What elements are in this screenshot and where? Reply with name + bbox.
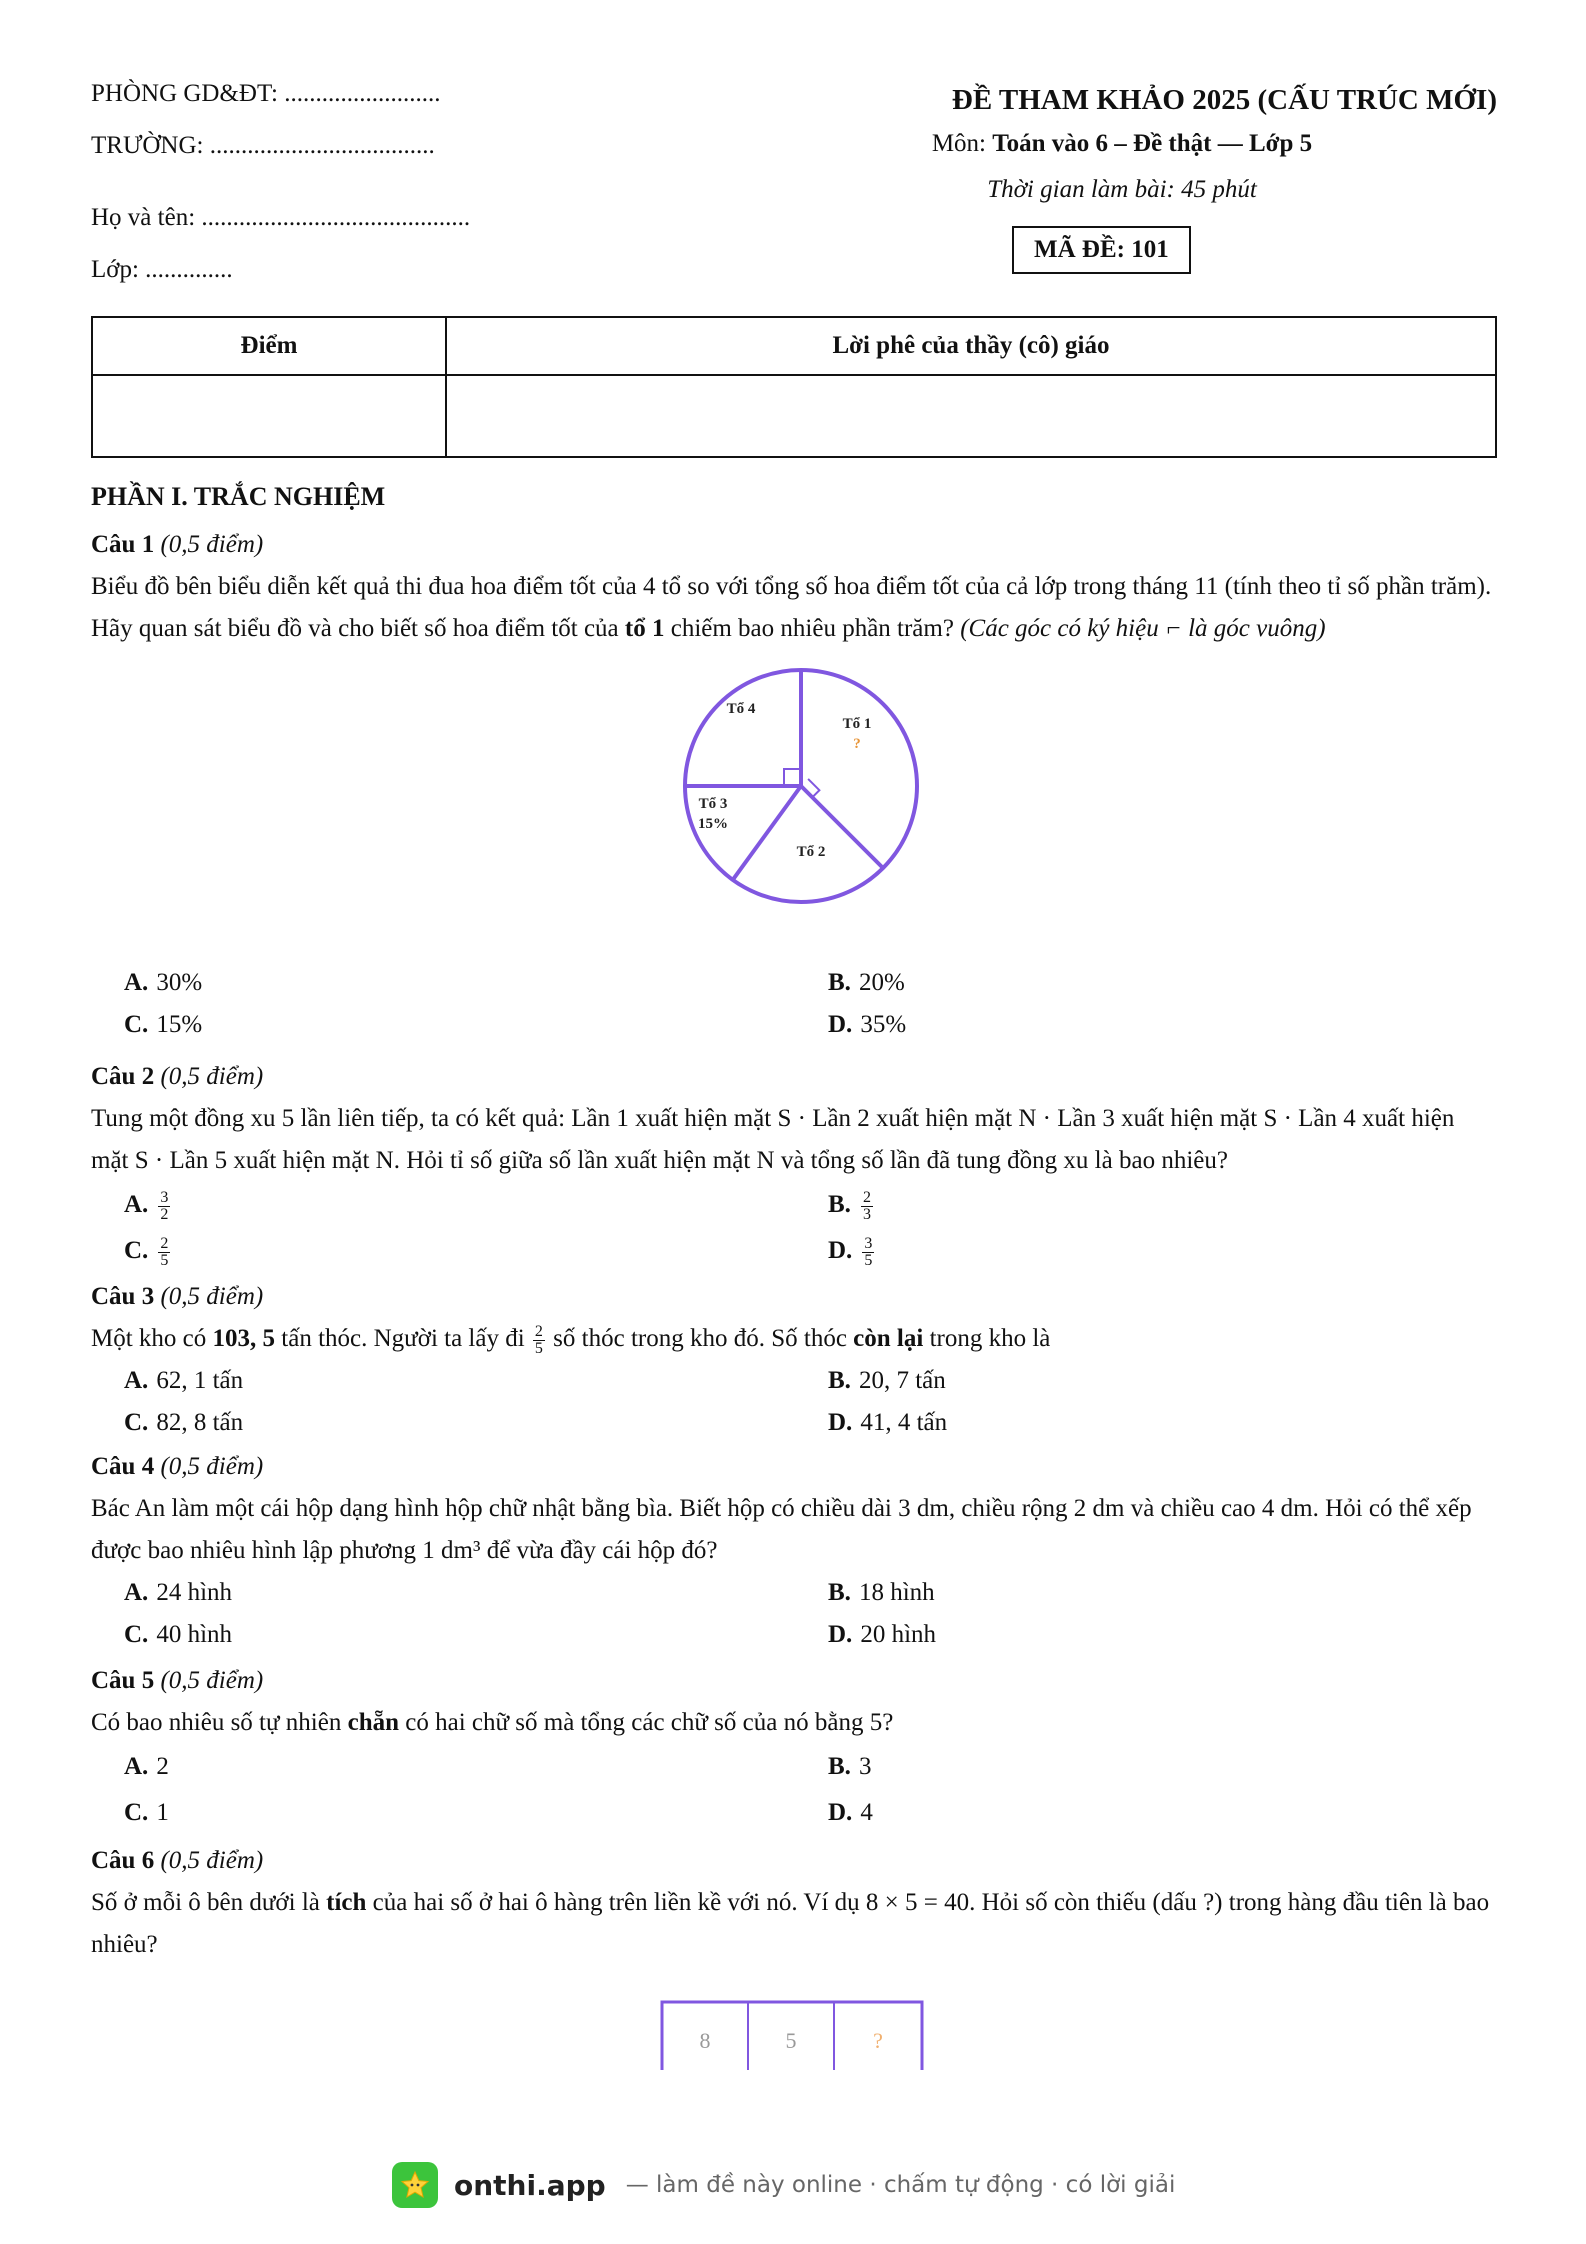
option-key: C.	[124, 1621, 149, 1648]
q1-option-c[interactable]	[124, 1004, 828, 1046]
subject-label: Môn:	[931, 130, 986, 157]
question-5-heading	[91, 1660, 1497, 1702]
question-4-heading	[91, 1446, 1497, 1488]
product-grid	[660, 2000, 924, 2070]
q4-option-c[interactable]	[124, 1614, 828, 1656]
question-4-options	[91, 1572, 1497, 1656]
q3-option-c[interactable]	[124, 1402, 828, 1444]
question-3-points: (0,5 điểm)	[160, 1283, 264, 1310]
star-logo-icon	[392, 2162, 438, 2208]
question-3-text-c: số thóc trong kho đó. Số thóc	[546, 1325, 854, 1352]
question-3-text-a: Một kho có	[91, 1325, 213, 1352]
option-value: 1	[156, 1799, 169, 1826]
subject-line	[797, 130, 1447, 158]
question-6-text-a: Số ở mỗi ô bên dưới là	[91, 1889, 327, 1916]
pie-divider-bottom	[733, 786, 801, 880]
label-to-4: Tổ 4	[726, 701, 756, 717]
question-6-text-b: của hai số ở hai ô hàng trên liền kề với nó. Ví dụ 8 × 5 = 40. Hỏi số còn thiếu (dấu ?) trong hàng đầu tiên là bao nhiêu?	[91, 1889, 1490, 1958]
question-3-text-bold: còn lại	[853, 1325, 924, 1352]
promo-footer	[0, 2146, 1586, 2244]
option-key: C.	[124, 1409, 149, 1436]
section-title: PHẦN I. TRẮC NGHIỆM	[91, 482, 386, 511]
label-to-3-value: 15%	[698, 816, 728, 832]
fraction	[158, 1236, 170, 1269]
option-value: 2	[156, 1753, 169, 1780]
option-key: D.	[828, 1409, 853, 1436]
pie-chart	[671, 656, 931, 916]
question-1-note: (Các góc có ký hiệu ⌐ là góc vuông)	[960, 615, 1326, 642]
question-2-options	[91, 1182, 1497, 1274]
numerator: 2	[160, 1234, 169, 1252]
q3-option-d[interactable]	[828, 1402, 1528, 1444]
question-6-points: (0,5 điểm)	[160, 1847, 264, 1874]
fraction	[862, 1236, 874, 1269]
student-name-line: Họ và tên: ...........................................	[91, 204, 471, 231]
q1-option-d[interactable]	[828, 1004, 1528, 1046]
product-grid-container	[91, 1966, 1497, 2053]
q3-option-b[interactable]	[828, 1360, 1528, 1402]
question-5-options	[91, 1744, 1497, 1836]
duration: Thời gian làm bài: 45 phút	[987, 176, 1257, 203]
label-to-1-value: ?	[853, 736, 861, 752]
question-3-amount: 103, 5	[212, 1325, 276, 1352]
q2-option-a[interactable]	[124, 1182, 828, 1228]
comment-cell[interactable]	[446, 375, 1496, 457]
q1-option-a[interactable]	[124, 962, 828, 1004]
question-4-points: (0,5 điểm)	[160, 1453, 264, 1480]
q2-option-d[interactable]	[828, 1228, 1528, 1274]
option-value: 41, 4 tấn	[860, 1409, 948, 1436]
option-key: C.	[124, 1011, 149, 1038]
right-angle-mark-tổ-4	[784, 769, 801, 786]
question-5-text	[91, 1702, 1497, 1744]
promo-bar[interactable]	[392, 2162, 1175, 2208]
numerator: 2	[862, 1188, 871, 1206]
exam-title: ĐỀ THAM KHẢO 2025 (CẤU TRÚC MỚI)	[951, 84, 1497, 116]
exam-page	[91, 0, 1497, 2244]
question-2-text: Tung một đồng xu 5 lần liên tiếp, ta có kết quả: Lần 1 xuất hiện mặt S · Lần 2 xuất hiện mặt N · Lần 3 xuất hiện mặt S · Lần 4 xuất hiện mặt S · Lần 5 xuất hiện mặt N. Hỏi tỉ số giữa số lần xuất hiện mặt N và tổng số lần đã tung đồng xu là bao nhiêu?	[91, 1105, 1455, 1174]
question-1-text-b: chiếm bao nhiêu phần trăm?	[664, 615, 961, 642]
comment-header: Lời phê của thầy (cô) giáo	[446, 317, 1496, 375]
grid-cell-1: 8	[699, 2028, 711, 2053]
question-5-points: (0,5 điểm)	[160, 1667, 264, 1694]
denominator: 5	[160, 1251, 169, 1269]
question-3-text-b: tấn thóc. Người ta lấy đi	[275, 1325, 531, 1352]
option-key: D.	[828, 1237, 853, 1264]
numerator: 3	[160, 1188, 169, 1206]
question-3-text	[91, 1318, 1497, 1360]
question-5-text-a: Có bao nhiêu số tự nhiên	[91, 1709, 348, 1736]
question-1-text	[91, 566, 1497, 650]
question-3-options	[91, 1360, 1497, 1444]
question-5-text-bold: chẵn	[347, 1709, 399, 1736]
denominator: 3	[862, 1205, 871, 1223]
q4-option-b[interactable]	[828, 1572, 1528, 1614]
option-key: B.	[828, 969, 851, 996]
option-value: 4	[860, 1799, 873, 1826]
numerator: 2	[534, 1322, 543, 1340]
score-header: Điểm	[92, 317, 446, 375]
option-value: 18 hình	[858, 1579, 935, 1606]
label-to-2: Tổ 2	[796, 844, 826, 860]
option-key: B.	[828, 1191, 851, 1218]
exam-code-box: MÃ ĐỀ: 101	[1012, 226, 1191, 274]
question-2-label: Câu 2	[91, 1063, 155, 1090]
star-icon	[400, 2170, 430, 2200]
question-6-text-bold: tích	[326, 1889, 367, 1916]
pie-chart-container	[91, 650, 1497, 962]
option-value: 35%	[860, 1011, 907, 1038]
class-line: Lớp: ..............	[91, 256, 233, 283]
option-key: D.	[828, 1011, 853, 1038]
numerator: 3	[864, 1234, 873, 1252]
q1-option-b[interactable]	[828, 962, 1528, 1004]
question-4-label: Câu 4	[91, 1453, 155, 1480]
option-value: 3	[858, 1753, 872, 1780]
option-value: 20, 7 tấn	[858, 1367, 946, 1394]
option-key: A.	[124, 1579, 149, 1606]
question-6-label: Câu 6	[91, 1847, 155, 1874]
q5-option-c[interactable]	[124, 1790, 828, 1836]
option-key: C.	[124, 1237, 149, 1264]
option-key: A.	[124, 1367, 149, 1394]
q5-option-b[interactable]	[828, 1744, 1528, 1790]
question-1-text-a: Biểu đồ bên biểu diễn kết quả thi đua hoa điểm tốt của 4 tổ so với tổng số hoa điểm tốt của cả lớp trong tháng 11 (tính theo tỉ số phần trăm). Hãy quan sát biểu đồ và cho biết số hoa điểm tốt của	[91, 573, 1492, 642]
fraction	[861, 1190, 873, 1223]
q4-option-a[interactable]	[124, 1572, 828, 1614]
question-6-heading	[91, 1840, 1497, 1882]
option-key: C.	[124, 1799, 149, 1826]
exam-content	[91, 476, 1497, 2053]
q5-option-a[interactable]	[124, 1744, 828, 1790]
question-5-label: Câu 5	[91, 1667, 155, 1694]
question-4-text: Bác An làm một cái hộp dạng hình hộp chữ nhật bằng bìa. Biết hộp có chiều dài 3 dm, chiều rộng 2 dm và chiều cao 4 dm. Hỏi có thể xếp được bao nhiêu hình lập phương 1 dm³ để vừa đầy cái hộp đó?	[91, 1495, 1472, 1564]
q2-option-b[interactable]	[828, 1182, 1528, 1228]
school-line: TRƯỜNG: ....................................	[91, 132, 435, 159]
fraction	[533, 1324, 545, 1357]
fraction	[158, 1190, 170, 1223]
option-value: 20%	[858, 969, 905, 996]
option-value: 82, 8 tấn	[156, 1409, 244, 1436]
q2-option-c[interactable]	[124, 1228, 828, 1274]
department-line: PHÒNG GD&ĐT: .........................	[91, 80, 441, 107]
promo-tagline: — làm đề này online · chấm tự động · có lời giải	[625, 2172, 1176, 2198]
option-key: B.	[828, 1753, 851, 1780]
denominator: 2	[160, 1205, 169, 1223]
option-value: 15%	[156, 1011, 203, 1038]
option-key: D.	[828, 1799, 853, 1826]
denominator: 5	[534, 1339, 543, 1357]
grid-cell-2: 5	[785, 2028, 797, 2053]
option-key: B.	[828, 1367, 851, 1394]
option-value: 20 hình	[860, 1621, 937, 1648]
question-1-heading	[91, 524, 1497, 566]
question-2-points: (0,5 điểm)	[160, 1063, 264, 1090]
question-3-heading	[91, 1276, 1497, 1318]
option-key: A.	[124, 1753, 149, 1780]
question-3-label: Câu 3	[91, 1283, 155, 1310]
question-2-heading	[91, 1056, 1497, 1098]
app-name-link[interactable]: onthi.app	[454, 2168, 606, 2202]
score-cell[interactable]	[92, 375, 446, 457]
denominator: 5	[864, 1251, 873, 1269]
question-1-points: (0,5 điểm)	[160, 531, 264, 558]
option-value: 24 hình	[156, 1579, 233, 1606]
grid-cell-3: ?	[873, 2028, 883, 2053]
option-key: B.	[828, 1579, 851, 1606]
q5-option-d[interactable]	[828, 1790, 1528, 1836]
q4-option-d[interactable]	[828, 1614, 1528, 1656]
option-value: 30%	[156, 969, 203, 996]
option-key: A.	[124, 1191, 149, 1218]
question-1-options	[91, 962, 1497, 1046]
question-1-text-bold: tổ 1	[624, 615, 665, 642]
score-table	[91, 316, 1497, 458]
option-value: 62, 1 tấn	[156, 1367, 244, 1394]
option-value: 40 hình	[156, 1621, 233, 1648]
question-1-label: Câu 1	[91, 531, 155, 558]
question-5-text-b: có hai chữ số mà tổng các chữ số của nó bằng 5?	[399, 1709, 894, 1736]
label-to-1: Tổ 1	[842, 716, 872, 732]
q3-option-a[interactable]	[124, 1360, 828, 1402]
option-key: D.	[828, 1621, 853, 1648]
question-6-text	[91, 1882, 1497, 1966]
question-3-text-d: trong kho là	[923, 1325, 1051, 1352]
label-to-3: Tổ 3	[698, 796, 728, 812]
subject-value: Toán vào 6 – Đề thật — Lớp 5	[992, 130, 1313, 157]
option-key: A.	[124, 969, 149, 996]
